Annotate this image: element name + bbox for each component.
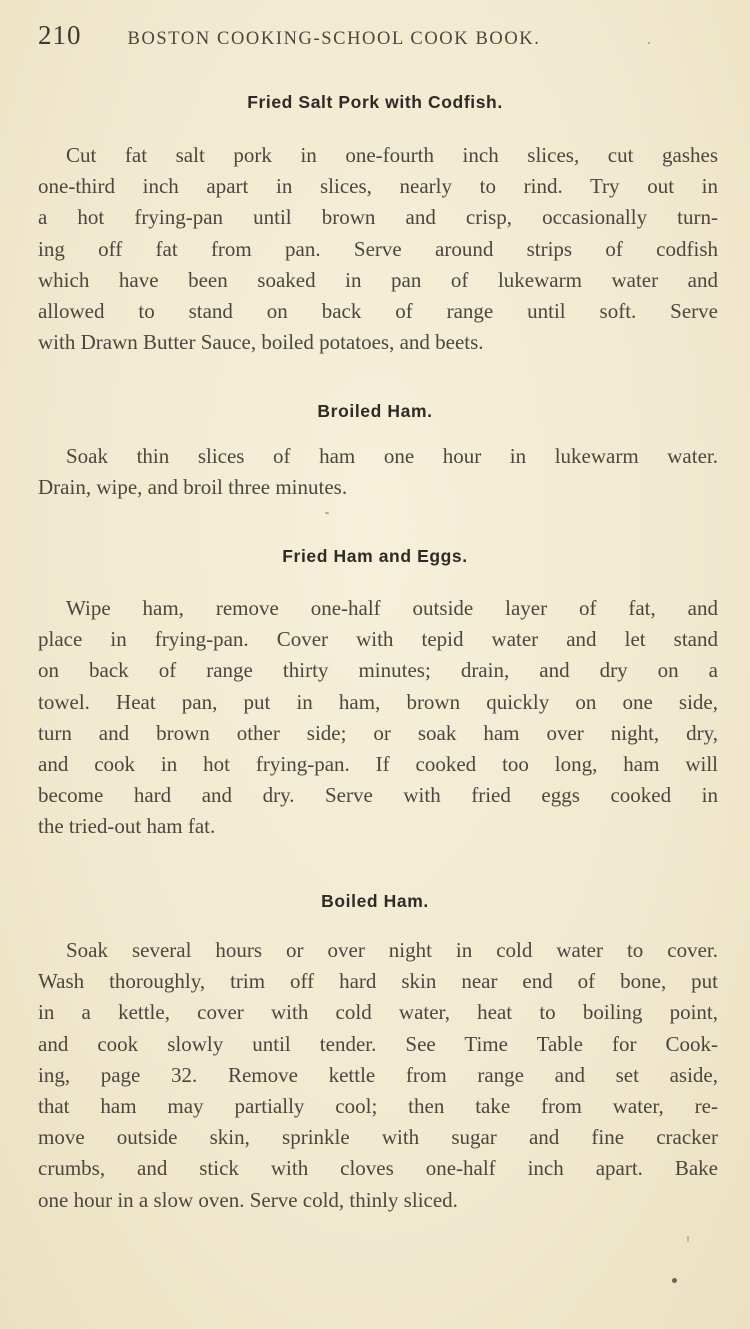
- recipe-title: Fried Salt Pork with Codfish.: [247, 92, 503, 112]
- text-line: one-third inch apart in slices, nearly to rind. Try out in: [38, 174, 718, 199]
- text-line: move outside skin, sprinkle with sugar and fine cracker: [38, 1125, 718, 1150]
- book-title: BOSTON COOKING-SCHOOL COOK BOOK.: [127, 29, 541, 49]
- recipe-body: [38, 935, 718, 1216]
- text-line: Wash thoroughly, trim off hard skin near end of bone, put: [38, 969, 718, 994]
- paper-speck: [325, 512, 329, 514]
- text-line: Cut fat salt pork in one-fourth inch slices, cut gashes: [66, 143, 718, 167]
- recipe-body: [38, 593, 718, 843]
- recipe-title: Fried Ham and Eggs.: [282, 546, 468, 566]
- text-line: one hour in a slow oven. Serve cold, thinly sliced.: [38, 1187, 458, 1212]
- text-line: become hard and dry. Serve with fried eggs cooked in: [38, 783, 718, 808]
- text-line: a hot frying-pan until brown and crisp, occasionally turn-: [38, 205, 718, 230]
- recipe-title: Boiled Ham.: [321, 891, 429, 911]
- recipe-title: Broiled Ham.: [317, 401, 433, 421]
- page-number: 210: [38, 20, 82, 50]
- text-line: and cook in hot frying-pan. If cooked too long, ham will: [38, 752, 718, 777]
- text-line: Drain, wipe, and broil three minutes.: [38, 475, 348, 500]
- recipe-body: [38, 140, 718, 358]
- text-line: turn and brown other side; or soak ham over night, dry,: [38, 720, 718, 745]
- text-line: on back of range thirty minutes; drain, and dry on a: [38, 658, 718, 683]
- text-line: the tried-out ham fat.: [38, 814, 216, 839]
- paper-speck: [672, 1278, 677, 1283]
- paper-speck: [687, 1236, 689, 1242]
- text-line: that ham may partially cool; then take from water, re-: [38, 1094, 718, 1119]
- text-line: ing off fat from pan. Serve around strips of codfish: [38, 236, 718, 261]
- text-line: in a kettle, cover with cold water, heat to boiling point,: [38, 1000, 718, 1025]
- text-line: allowed to stand on back of range until soft. Serve: [38, 299, 718, 324]
- text-line: with Drawn Butter Sauce, boiled potatoes, and beets.: [38, 330, 484, 355]
- recipe-body: [38, 441, 718, 503]
- text-line: ing, page 32. Remove kettle from range and set aside,: [38, 1062, 718, 1087]
- text-line: towel. Heat pan, put in ham, brown quickly on one side,: [38, 689, 718, 714]
- text-line: and cook slowly until tender. See Time Table for Cook-: [38, 1031, 718, 1056]
- running-head: [38, 20, 710, 54]
- paper-speck: [648, 42, 650, 44]
- text-line: Soak several hours or over night in cold water to cover.: [66, 938, 718, 962]
- text-line: crumbs, and stick with cloves one-half inch apart. Bake: [38, 1156, 718, 1181]
- text-line: Soak thin slices of ham one hour in lukewarm water.: [66, 444, 718, 468]
- text-line: which have been soaked in pan of lukewarm water and: [38, 267, 718, 292]
- text-line: place in frying-pan. Cover with tepid water and let stand: [38, 627, 718, 652]
- text-line: Wipe ham, remove one-half outside layer of fat, and: [66, 596, 718, 620]
